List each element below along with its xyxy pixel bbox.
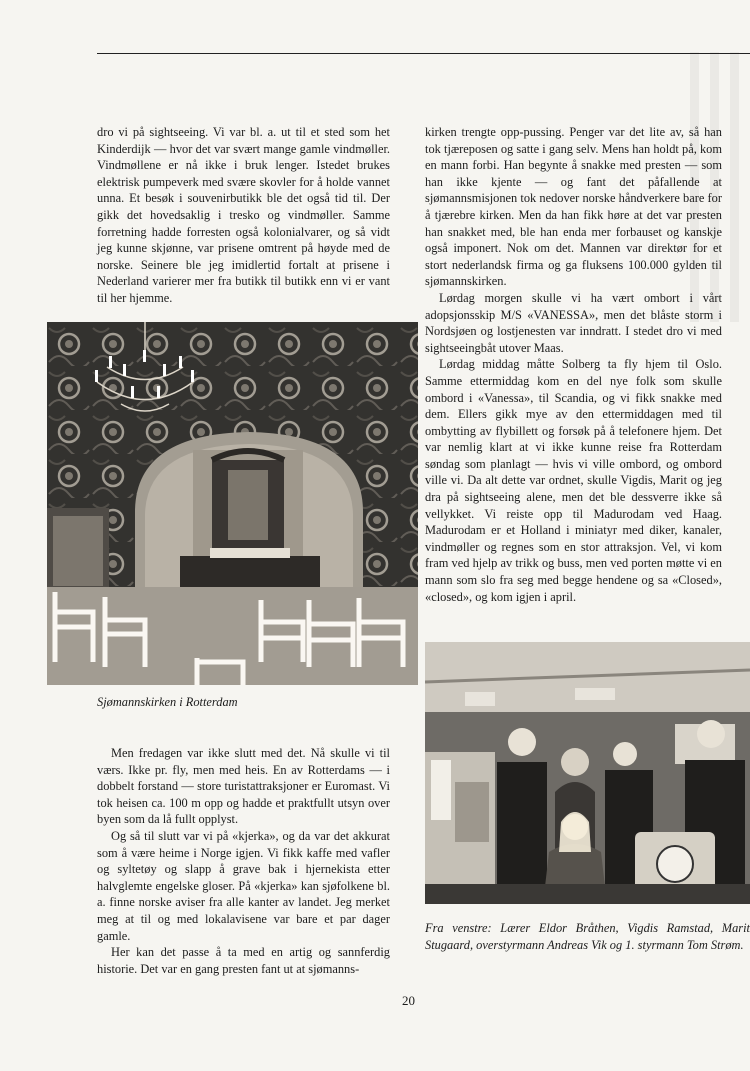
article-column-right: [425, 124, 722, 605]
church-interior-photo: [47, 322, 418, 685]
paragraph: Men fredagen var ikke slutt med det. Nå skulle vi til værs. Ikke pr. fly, men med heis. En av Rotterdams — i dobbelt forstand — store turistattraksjoner er Euromast. Vi tok heisen ca. 100 m opp og hadde et praktfullt utsyn over byen som da lå fullt opplyst.: [97, 746, 390, 827]
church-photo-caption: Sjømannskirken i Rotterdam: [97, 695, 238, 709]
article-column-left-top: [97, 124, 390, 307]
article-column-left-bottom: [97, 745, 390, 977]
paragraph: dro vi på sightseeing. Vi var bl. a. ut til et sted som het Kinderdijk — hvor det var svært mange gamle vindmøller. Vindmøllene er nå ikke i bruk lenger. Istedet brukes elektrisk pumpeverk med svære skovler for å holde vannet unna. Et besøk i souvenirbutikk ble det også tid til. Der gikk det hovedsaklig i tresko og vindmøller. Samme forretning hadde forresten også kolonialvarer, og så vidt jeg kunne skjønne, var prisene omtrent på høyde med de norske. Seinere ble jeg imidlertid fortalt at prisene i Nederland varierer mer fra butikk til butikk enn vi er vant til her hjemme.: [97, 125, 390, 305]
paragraph: kirken trengte opp-pussing. Penger var det lite av, så han tok tjæreposen og satte i gang selv. Mens han holdt på, kom en mann forbi. Han begynte å snakke med presten — som han ikke kjente — og fant det påfallende at sjømannsmisjonen tok nedover norske håndverkere bare for å tjærebre kirken. Men da han fikk høre at det var presten han snakket med, ble han enda mer forbauset og kanskje også imponert. Nok om det. Mannen var direktør for et stort nederlandsk firma og ga fluksens 100.000 gylden til sjømannskirken.: [425, 125, 722, 289]
ship-photo-caption: Fra venstre: Lærer Eldor Bråthen, Vigdis Ramstad, Marit Stugaard, overstyrmann Andreas Vik og 1. styrmann Tom Strøm.: [425, 921, 750, 952]
header-rule: [97, 53, 750, 54]
paragraph: Lørdag middag måtte Solberg ta fly hjem til Oslo. Samme ettermiddag kom en del nye folk som skulle ombord i «Vanessa», til Scandia, og vi fikk snakke med dem. Ellers gikk mye av den ettermiddagen med til ombytting av flybillett og forsøk på å telefonere hjem. Det var nemlig klart at vi ikke kunne reise fra Rotterdam søndag som planlagt — hvis vi ville ombord, og ombord ville vi. Da alt dette var ordnet, skulle Vigdis, Marit og jeg dra på sightseeing alene, men det ble dessverre ikke så vellykket. Vi reiste opp til Madurodam ved Haag. Madurodam er et Holland i miniatyr med diker, kanaler, vindmøller og regnes som en stor attraksjon. Vel, vi kom fram ved hjelp av trikk og buss, men ved porten møtte vi en mann som slo fra seg med begge hendene og sa «Closed», «closed», og kom igjen i april.: [425, 357, 722, 604]
paragraph: Her kan det passe å ta med en artig og sannferdig historie. Det var en gang presten fant ut at sjømanns-: [97, 945, 390, 976]
paragraph: Lørdag morgen skulle vi ha vært ombort i vårt adopsjonsskip M/S «VANESSA», men det blåste storm i Nordsjøen og lostjenesten var inndratt. I stedet dro vi med sightseeingbåt utover Maas.: [425, 290, 722, 355]
paragraph: Og så til slutt var vi på «kjerka», og da var det akkurat som å være heime i Norge igjen. Vi fikk kaffe med vafler og syltetøy og slapp å grave bak i hjernekista etter halvglemte engelske gloser. På «kjerka» kan sjøfolkene bl. a. finne norske aviser fra alle kanter av landet. Jeg merket meg at til og med lokalavisene var bare et par dager gamle.: [97, 828, 390, 943]
ship-bridge-photo: [425, 642, 750, 904]
page-number: 20: [402, 993, 415, 1008]
